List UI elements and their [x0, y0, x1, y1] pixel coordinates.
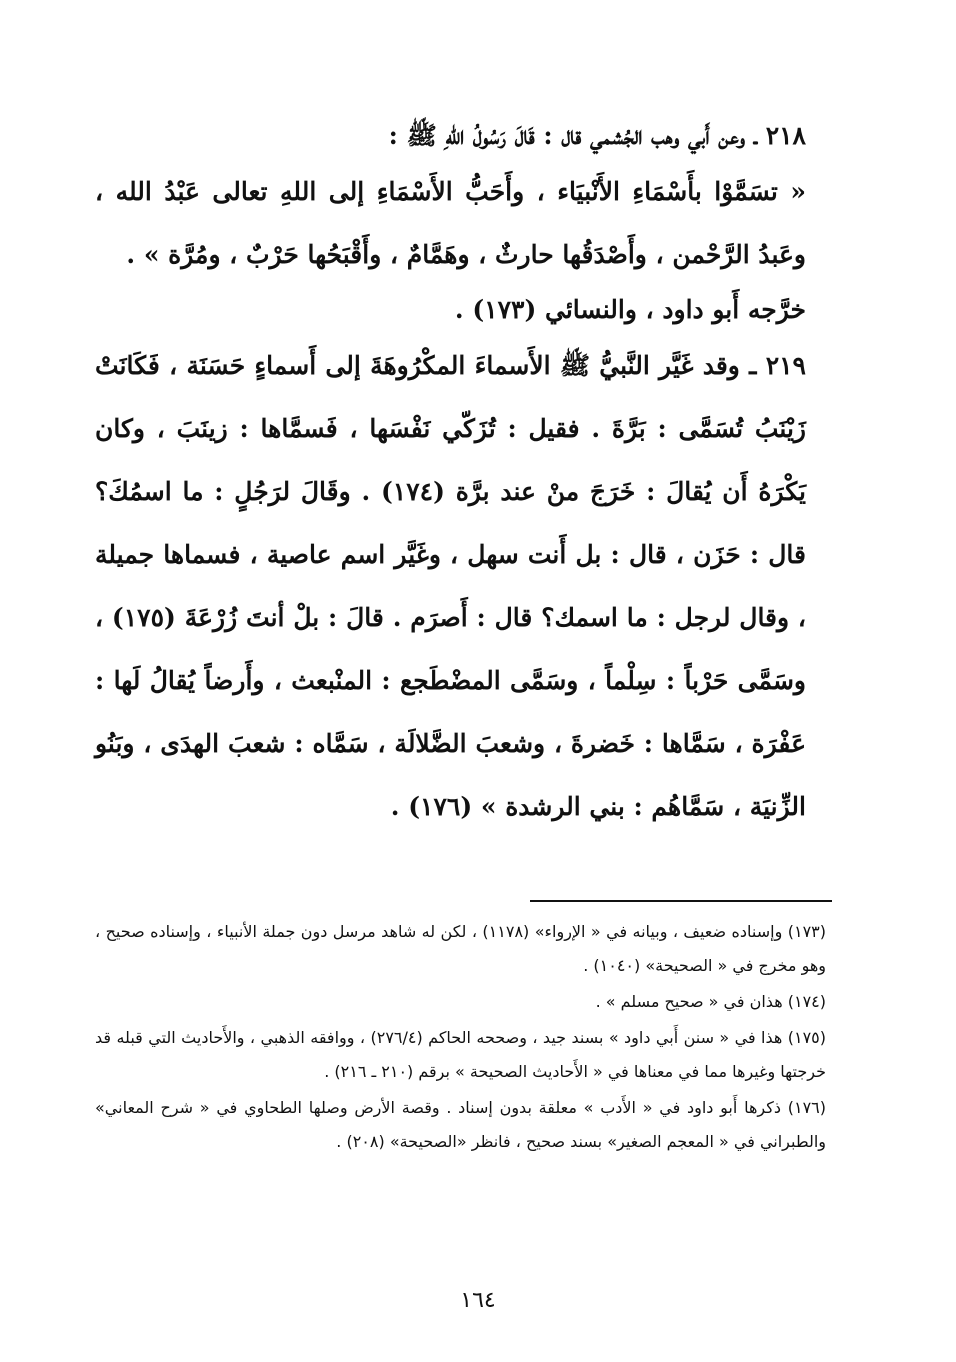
footnote-174: (١٧٤) هذان في « صحيح مسلم » . — [595, 992, 826, 1011]
footnotes — [95, 915, 826, 1161]
hadith-219-text: ٢١٩ ـ وقد غَيَّر النَّبيُّ ﷺ الأَسماءَ المكْرُوهَةَ إلى أَسماءٍ حَسَنَة ، فَكَانَتْ زَيْنَبُ تُسَمَّى : بَرَّةَ . فقيل : تُزَكّي نَفْسَها ، فَسمَّاها : زينَبَ ، وكان يَكْرَهُ أَن يُقالَ : خَرَجَ منْ عند برَّة (١٧٤) . وقَالَ لرَجُلٍ : ما اسمُكَ؟ قال : حَزَن ، قال : بل أَنت سهل ، وغَيَّر اسم عاصية ، فسماها جميلة ، وقال لرجل : ما اسمك؟ قال : أَصرَم . قالَ : بلْ أنتَ زُرْعَةَ (١٧٥) ، وسَمَّى حَرْباً : سِلْماً ، وسَمَّى المضْطَجع : المنْبعث ، وأَرضاً يُقالُ لَها : عَفْرَة ، سَمَّاها : خَضرةَ ، وشعبَ الضَّلالَة ، سَمَّاه : شعبَ الهدَى ، وبَنُو الزِّنيَة ، سَمَّاهُم : بني الرشدة » (١٧٦) . — [95, 351, 807, 821]
footnote-176: (١٧٦) ذكرها أَبو داود في « الأَدب » معلقة بدون إسناد . وقصة الأرض وصلها الطحاوي في « شرح المعاني» والطبراني في « المعجم الصغير» بسند صحيح ، فانظر «الصحيحة» (٢٠٨) . — [95, 1098, 826, 1151]
hadith-218-text: « تسَمَّوْا بأَسْمَاءِ الأَنْبيَاء ، وأَحَبُّ الأَسْمَاءِ إلى اللهِ تعالى عَبْدُ الله ، وعَبدُ الرَّحْمن ، وأَصْدَقُها حارثٌ ، وهَمَّامٌ ، وأَقْبَحُها حَرْبٌ ، ومُرَّة » . — [95, 177, 806, 269]
footnote-173: (١٧٣) وإسناده ضعيف ، وبيانه في « الإرواء» (١١٧٨) ، لكن له شاهد مرسل دون جملة الأنبياء ، وإسناده صحيح ، وهو مخرج في « الصحيحة» (١٠٤٠) . — [95, 922, 827, 975]
page-number: ١٦٤ — [460, 1288, 496, 1313]
hadith-218-intro: ٢١٨ ـ وعن أَبي وهب الجُشمي قال : قَالَ رَسُولُ اللهِ ﷺ : — [388, 121, 806, 150]
main-text — [95, 112, 806, 838]
hadith-218-takhrij: خرَّجه أَبو داود ، والنسائي (١٧٣) . — [454, 295, 806, 324]
footnote-175: (١٧٥) هذا في « سنن أَبي داود » بسند جيد ، وصححه الحاكم (٢٧٦/٤) ، ووافقه الذهبي ، والأَحاديث التي قبله قد خرجتها وغيرها مما في معناها في « الأَحاديث الصحيحة » برقم (٢١٠ ـ ٢١٦) . — [95, 1028, 826, 1081]
footnote-separator — [530, 900, 832, 902]
